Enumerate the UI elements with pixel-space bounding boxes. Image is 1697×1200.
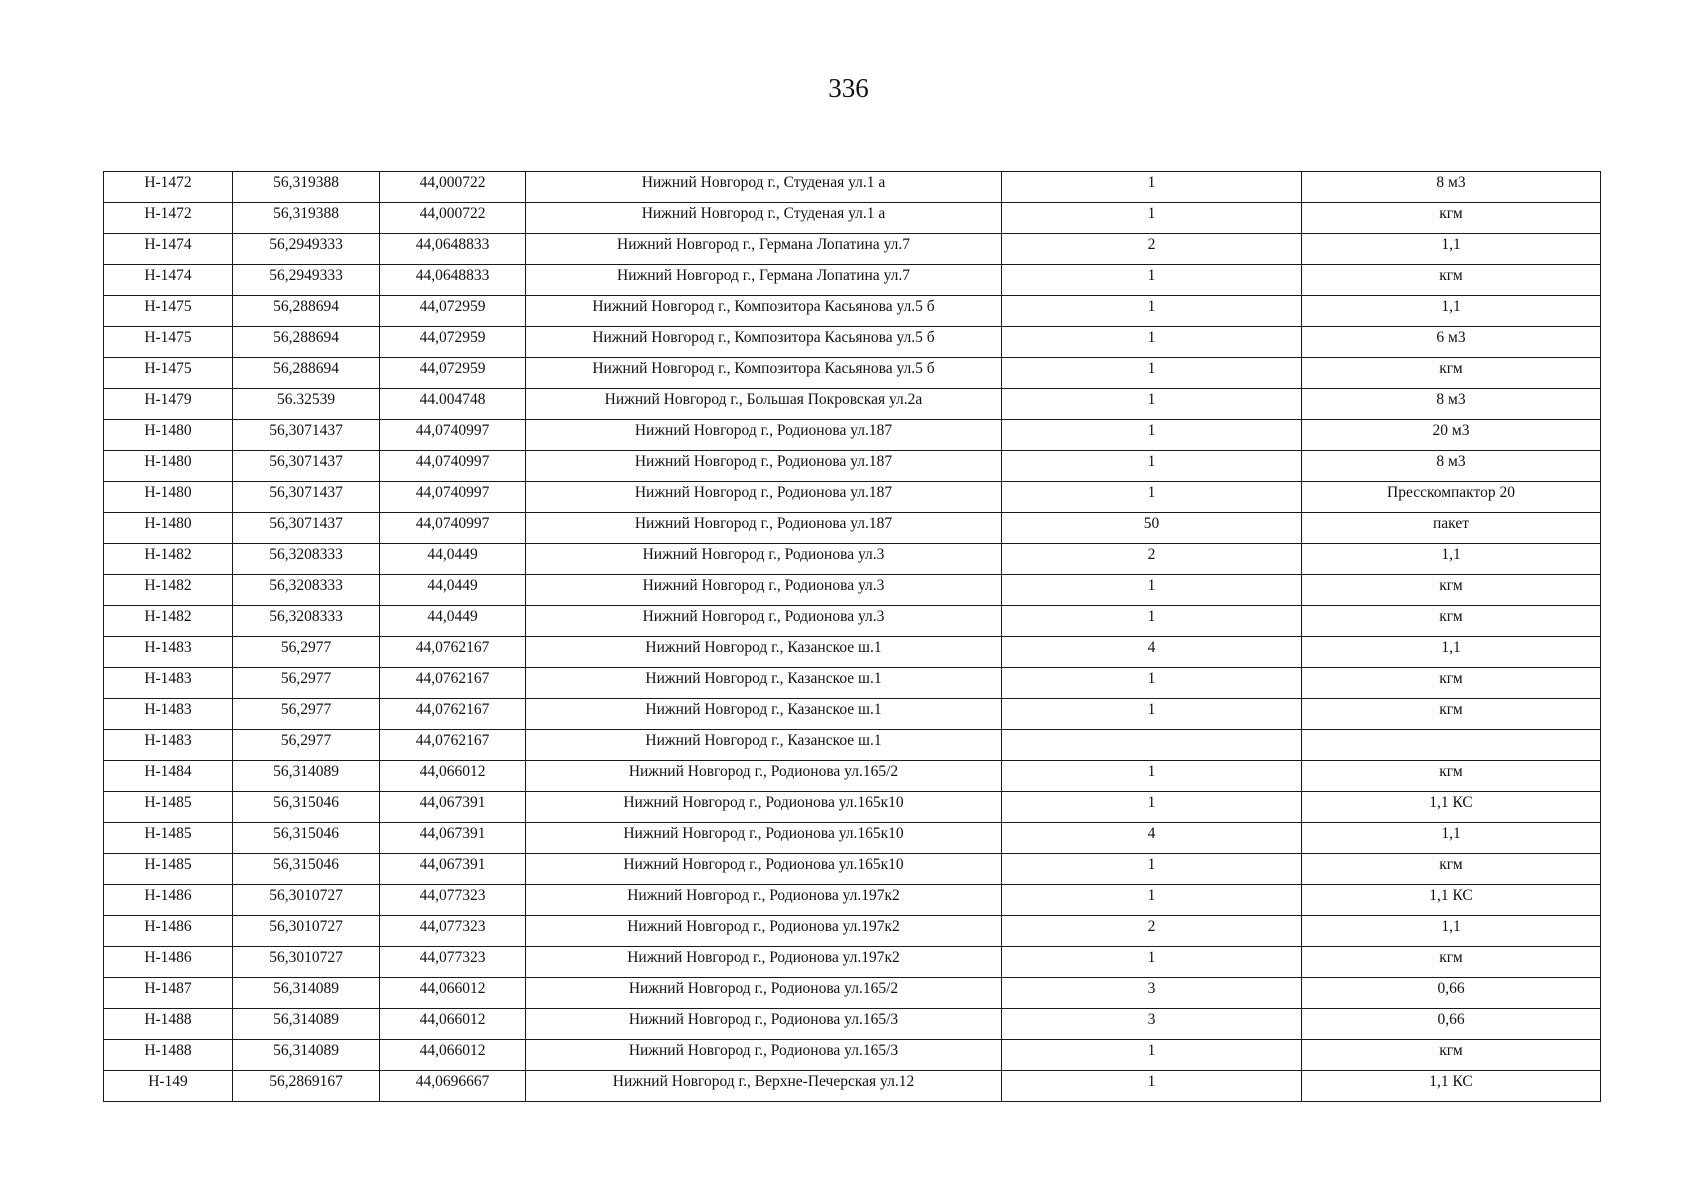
cell-longitude: 44,066012 bbox=[380, 1040, 526, 1071]
cell-site-id: Н-1483 bbox=[104, 730, 233, 761]
cell-quantity: 4 bbox=[1002, 637, 1302, 668]
cell-site-id: Н-1483 bbox=[104, 668, 233, 699]
cell-site-id: Н-1488 bbox=[104, 1009, 233, 1040]
cell-latitude: 56,2949333 bbox=[233, 265, 380, 296]
cell-quantity: 1 bbox=[1002, 792, 1302, 823]
cell-site-id: Н-1480 bbox=[104, 513, 233, 544]
cell-longitude: 44.004748 bbox=[380, 389, 526, 420]
cell-latitude: 56,315046 bbox=[233, 823, 380, 854]
cell-address: Нижний Новгород г., Родионова ул.165/2 bbox=[526, 978, 1002, 1009]
cell-latitude: 56,315046 bbox=[233, 792, 380, 823]
cell-longitude: 44,0648833 bbox=[380, 234, 526, 265]
table-row bbox=[104, 668, 1601, 699]
table-row bbox=[104, 482, 1601, 513]
cell-quantity: 1 bbox=[1002, 1071, 1302, 1102]
cell-quantity: 1 bbox=[1002, 699, 1302, 730]
cell-latitude: 56,314089 bbox=[233, 1040, 380, 1071]
cell-site-id: Н-1475 bbox=[104, 358, 233, 389]
cell-quantity: 1 bbox=[1002, 761, 1302, 792]
cell-latitude: 56,3071437 bbox=[233, 482, 380, 513]
cell-site-id: Н-149 bbox=[104, 1071, 233, 1102]
cell-latitude: 56,288694 bbox=[233, 358, 380, 389]
cell-address: Нижний Новгород г., Казанское ш.1 bbox=[526, 668, 1002, 699]
cell-site-id: Н-1485 bbox=[104, 854, 233, 885]
cell-longitude: 44,067391 bbox=[380, 854, 526, 885]
cell-site-id: Н-1485 bbox=[104, 823, 233, 854]
cell-container-type: кгм bbox=[1302, 699, 1601, 730]
cell-container-type: пакет bbox=[1302, 513, 1601, 544]
cell-address: Нижний Новгород г., Родионова ул.187 bbox=[526, 513, 1002, 544]
cell-address: Нижний Новгород г., Казанское ш.1 bbox=[526, 730, 1002, 761]
cell-latitude: 56,3208333 bbox=[233, 575, 380, 606]
cell-container-type: 1,1 bbox=[1302, 823, 1601, 854]
cell-container-type: кгм bbox=[1302, 668, 1601, 699]
table-row bbox=[104, 451, 1601, 482]
cell-latitude: 56,319388 bbox=[233, 172, 380, 203]
cell-latitude: 56,3071437 bbox=[233, 451, 380, 482]
cell-quantity: 1 bbox=[1002, 327, 1302, 358]
cell-site-id: Н-1472 bbox=[104, 172, 233, 203]
cell-address: Нижний Новгород г., Композитора Касьянова ул.5 б bbox=[526, 327, 1002, 358]
cell-site-id: Н-1485 bbox=[104, 792, 233, 823]
cell-latitude: 56,3208333 bbox=[233, 544, 380, 575]
cell-latitude: 56,2977 bbox=[233, 637, 380, 668]
cell-address: Нижний Новгород г., Родионова ул.187 bbox=[526, 451, 1002, 482]
cell-container-type: 1,1 bbox=[1302, 234, 1601, 265]
cell-address: Нижний Новгород г., Родионова ул.197к2 bbox=[526, 885, 1002, 916]
cell-address: Нижний Новгород г., Верхне-Печерская ул.12 bbox=[526, 1071, 1002, 1102]
cell-longitude: 44,0740997 bbox=[380, 513, 526, 544]
cell-latitude: 56,288694 bbox=[233, 327, 380, 358]
table-row bbox=[104, 172, 1601, 203]
cell-latitude: 56,315046 bbox=[233, 854, 380, 885]
cell-longitude: 44,072959 bbox=[380, 358, 526, 389]
cell-container-type: кгм bbox=[1302, 358, 1601, 389]
cell-latitude: 56,3071437 bbox=[233, 513, 380, 544]
cell-address: Нижний Новгород г., Родионова ул.3 bbox=[526, 544, 1002, 575]
cell-latitude: 56,2869167 bbox=[233, 1071, 380, 1102]
table-row bbox=[104, 761, 1601, 792]
cell-address: Нижний Новгород г., Германа Лопатина ул.7 bbox=[526, 265, 1002, 296]
cell-address: Нижний Новгород г., Родионова ул.165/2 bbox=[526, 761, 1002, 792]
cell-site-id: Н-1474 bbox=[104, 265, 233, 296]
cell-site-id: Н-1484 bbox=[104, 761, 233, 792]
cell-quantity: 2 bbox=[1002, 916, 1302, 947]
cell-quantity: 1 bbox=[1002, 1040, 1302, 1071]
table-row bbox=[104, 699, 1601, 730]
cell-longitude: 44,0762167 bbox=[380, 668, 526, 699]
cell-longitude: 44,0449 bbox=[380, 544, 526, 575]
cell-quantity: 1 bbox=[1002, 947, 1302, 978]
cell-quantity: 1 bbox=[1002, 296, 1302, 327]
cell-latitude: 56,288694 bbox=[233, 296, 380, 327]
cell-address: Нижний Новгород г., Германа Лопатина ул.7 bbox=[526, 234, 1002, 265]
cell-container-type: 1,1 КС bbox=[1302, 792, 1601, 823]
table-row bbox=[104, 823, 1601, 854]
cell-address: Нижний Новгород г., Родионова ул.197к2 bbox=[526, 947, 1002, 978]
cell-quantity: 2 bbox=[1002, 544, 1302, 575]
cell-site-id: Н-1480 bbox=[104, 420, 233, 451]
cell-site-id: Н-1486 bbox=[104, 947, 233, 978]
cell-latitude: 56,314089 bbox=[233, 978, 380, 1009]
cell-container-type bbox=[1302, 730, 1601, 761]
data-table bbox=[103, 171, 1601, 1102]
cell-site-id: Н-1479 bbox=[104, 389, 233, 420]
cell-site-id: Н-1483 bbox=[104, 699, 233, 730]
cell-address: Нижний Новгород г., Родионова ул.197к2 bbox=[526, 916, 1002, 947]
cell-address: Нижний Новгород г., Родионова ул.165/3 bbox=[526, 1009, 1002, 1040]
cell-site-id: Н-1488 bbox=[104, 1040, 233, 1071]
cell-quantity: 3 bbox=[1002, 1009, 1302, 1040]
cell-longitude: 44,072959 bbox=[380, 327, 526, 358]
table-row bbox=[104, 916, 1601, 947]
cell-quantity: 4 bbox=[1002, 823, 1302, 854]
cell-container-type: кгм bbox=[1302, 761, 1601, 792]
table-row bbox=[104, 544, 1601, 575]
table-row bbox=[104, 606, 1601, 637]
cell-quantity: 1 bbox=[1002, 389, 1302, 420]
cell-site-id: Н-1475 bbox=[104, 296, 233, 327]
cell-address: Нижний Новгород г., Родионова ул.3 bbox=[526, 606, 1002, 637]
cell-site-id: Н-1482 bbox=[104, 606, 233, 637]
cell-quantity: 2 bbox=[1002, 234, 1302, 265]
cell-quantity: 1 bbox=[1002, 575, 1302, 606]
cell-site-id: Н-1480 bbox=[104, 482, 233, 513]
table-row bbox=[104, 358, 1601, 389]
table-row bbox=[104, 513, 1601, 544]
cell-container-type: кгм bbox=[1302, 1040, 1601, 1071]
cell-latitude: 56,2949333 bbox=[233, 234, 380, 265]
cell-container-type: кгм bbox=[1302, 947, 1601, 978]
cell-longitude: 44,077323 bbox=[380, 916, 526, 947]
cell-site-id: Н-1474 bbox=[104, 234, 233, 265]
cell-address: Нижний Новгород г., Казанское ш.1 bbox=[526, 637, 1002, 668]
cell-container-type: 0,66 bbox=[1302, 978, 1601, 1009]
cell-container-type: Пресскомпактор 20 bbox=[1302, 482, 1601, 513]
table-row bbox=[104, 885, 1601, 916]
cell-container-type: 1,1 bbox=[1302, 296, 1601, 327]
cell-container-type: кгм bbox=[1302, 606, 1601, 637]
cell-site-id: Н-1487 bbox=[104, 978, 233, 1009]
cell-quantity: 1 bbox=[1002, 606, 1302, 637]
cell-site-id: Н-1486 bbox=[104, 885, 233, 916]
cell-latitude: 56,3071437 bbox=[233, 420, 380, 451]
cell-longitude: 44,077323 bbox=[380, 885, 526, 916]
table-row bbox=[104, 296, 1601, 327]
cell-longitude: 44,0449 bbox=[380, 606, 526, 637]
cell-site-id: Н-1472 bbox=[104, 203, 233, 234]
cell-container-type: 20 м3 bbox=[1302, 420, 1601, 451]
cell-latitude: 56,3010727 bbox=[233, 947, 380, 978]
table-row bbox=[104, 1040, 1601, 1071]
cell-address: Нижний Новгород г., Композитора Касьянова ул.5 б bbox=[526, 358, 1002, 389]
cell-longitude: 44,0648833 bbox=[380, 265, 526, 296]
cell-site-id: Н-1475 bbox=[104, 327, 233, 358]
table-row bbox=[104, 730, 1601, 761]
cell-container-type: кгм bbox=[1302, 265, 1601, 296]
table-row bbox=[104, 265, 1601, 296]
table-row bbox=[104, 203, 1601, 234]
cell-quantity bbox=[1002, 730, 1302, 761]
cell-container-type: 6 м3 bbox=[1302, 327, 1601, 358]
cell-longitude: 44,0762167 bbox=[380, 730, 526, 761]
cell-longitude: 44,066012 bbox=[380, 761, 526, 792]
cell-longitude: 44,0762167 bbox=[380, 699, 526, 730]
table-row bbox=[104, 389, 1601, 420]
cell-quantity: 1 bbox=[1002, 358, 1302, 389]
cell-address: Нижний Новгород г., Родионова ул.165к10 bbox=[526, 792, 1002, 823]
cell-container-type: 1,1 bbox=[1302, 916, 1601, 947]
cell-longitude: 44,0762167 bbox=[380, 637, 526, 668]
cell-quantity: 1 bbox=[1002, 854, 1302, 885]
cell-quantity: 1 bbox=[1002, 203, 1302, 234]
cell-latitude: 56,314089 bbox=[233, 761, 380, 792]
table-row bbox=[104, 792, 1601, 823]
cell-container-type: 1,1 КС bbox=[1302, 885, 1601, 916]
table-row bbox=[104, 947, 1601, 978]
cell-quantity: 1 bbox=[1002, 482, 1302, 513]
cell-container-type: кгм bbox=[1302, 575, 1601, 606]
cell-longitude: 44,0696667 bbox=[380, 1071, 526, 1102]
table-row bbox=[104, 234, 1601, 265]
cell-quantity: 3 bbox=[1002, 978, 1302, 1009]
cell-address: Нижний Новгород г., Студеная ул.1 а bbox=[526, 203, 1002, 234]
cell-address: Нижний Новгород г., Большая Покровская ул.2а bbox=[526, 389, 1002, 420]
cell-address: Нижний Новгород г., Казанское ш.1 bbox=[526, 699, 1002, 730]
cell-container-type: 1,1 bbox=[1302, 544, 1601, 575]
cell-latitude: 56,314089 bbox=[233, 1009, 380, 1040]
table-row bbox=[104, 420, 1601, 451]
cell-container-type: 8 м3 bbox=[1302, 172, 1601, 203]
cell-latitude: 56,2977 bbox=[233, 730, 380, 761]
cell-longitude: 44,0449 bbox=[380, 575, 526, 606]
cell-address: Нижний Новгород г., Композитора Касьянова ул.5 б bbox=[526, 296, 1002, 327]
cell-longitude: 44,067391 bbox=[380, 823, 526, 854]
cell-site-id: Н-1482 bbox=[104, 575, 233, 606]
cell-longitude: 44,0740997 bbox=[380, 451, 526, 482]
cell-container-type: 8 м3 bbox=[1302, 451, 1601, 482]
cell-longitude: 44,066012 bbox=[380, 978, 526, 1009]
cell-address: Нижний Новгород г., Родионова ул.187 bbox=[526, 482, 1002, 513]
cell-latitude: 56,2977 bbox=[233, 668, 380, 699]
cell-quantity: 1 bbox=[1002, 420, 1302, 451]
cell-quantity: 1 bbox=[1002, 265, 1302, 296]
cell-longitude: 44,066012 bbox=[380, 1009, 526, 1040]
cell-latitude: 56,2977 bbox=[233, 699, 380, 730]
cell-site-id: Н-1483 bbox=[104, 637, 233, 668]
cell-longitude: 44,000722 bbox=[380, 203, 526, 234]
cell-longitude: 44,0740997 bbox=[380, 482, 526, 513]
cell-latitude: 56,319388 bbox=[233, 203, 380, 234]
cell-quantity: 50 bbox=[1002, 513, 1302, 544]
table-row bbox=[104, 637, 1601, 668]
cell-container-type: 8 м3 bbox=[1302, 389, 1601, 420]
table-row bbox=[104, 1071, 1601, 1102]
cell-longitude: 44,077323 bbox=[380, 947, 526, 978]
cell-quantity: 1 bbox=[1002, 885, 1302, 916]
cell-latitude: 56,3208333 bbox=[233, 606, 380, 637]
cell-quantity: 1 bbox=[1002, 172, 1302, 203]
table-body bbox=[104, 172, 1601, 1102]
cell-longitude: 44,0740997 bbox=[380, 420, 526, 451]
cell-container-type: 0,66 bbox=[1302, 1009, 1601, 1040]
page-number: 336 bbox=[828, 73, 869, 103]
cell-address: Нижний Новгород г., Родионова ул.3 bbox=[526, 575, 1002, 606]
cell-container-type: кгм bbox=[1302, 854, 1601, 885]
cell-site-id: Н-1486 bbox=[104, 916, 233, 947]
cell-address: Нижний Новгород г., Родионова ул.165/3 bbox=[526, 1040, 1002, 1071]
cell-longitude: 44,067391 bbox=[380, 792, 526, 823]
table-row bbox=[104, 575, 1601, 606]
cell-quantity: 1 bbox=[1002, 451, 1302, 482]
table-row bbox=[104, 978, 1601, 1009]
cell-longitude: 44,000722 bbox=[380, 172, 526, 203]
cell-latitude: 56.32539 bbox=[233, 389, 380, 420]
cell-container-type: 1,1 bbox=[1302, 637, 1601, 668]
cell-quantity: 1 bbox=[1002, 668, 1302, 699]
table-row bbox=[104, 1009, 1601, 1040]
cell-address: Нижний Новгород г., Родионова ул.165к10 bbox=[526, 854, 1002, 885]
cell-address: Нижний Новгород г., Родионова ул.187 bbox=[526, 420, 1002, 451]
cell-container-type: 1,1 КС bbox=[1302, 1071, 1601, 1102]
cell-latitude: 56,3010727 bbox=[233, 885, 380, 916]
cell-container-type: кгм bbox=[1302, 203, 1601, 234]
cell-address: Нижний Новгород г., Студеная ул.1 а bbox=[526, 172, 1002, 203]
cell-site-id: Н-1482 bbox=[104, 544, 233, 575]
cell-latitude: 56,3010727 bbox=[233, 916, 380, 947]
table-row bbox=[104, 854, 1601, 885]
cell-site-id: Н-1480 bbox=[104, 451, 233, 482]
cell-longitude: 44,072959 bbox=[380, 296, 526, 327]
cell-address: Нижний Новгород г., Родионова ул.165к10 bbox=[526, 823, 1002, 854]
table-row bbox=[104, 327, 1601, 358]
